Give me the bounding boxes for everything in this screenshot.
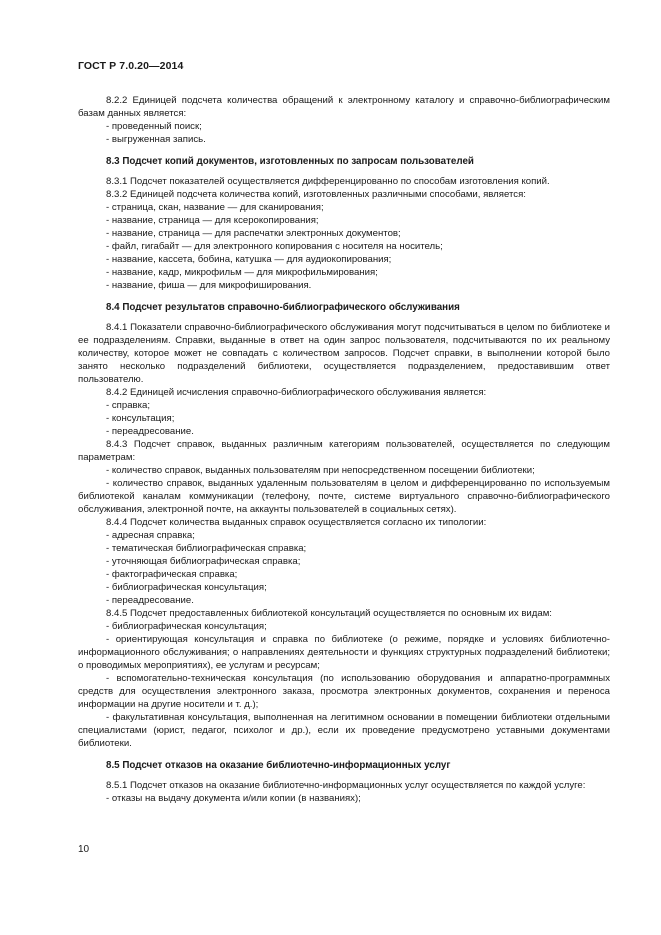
page-number: 10 — [78, 844, 90, 855]
list-item: - название, кассета, бобина, катушка — для аудиокопирования; — [106, 254, 392, 265]
paragraph-8-4-5: 8.4.5 Подсчет предоставленных библиотекой консультаций осуществляется по основным их видам: — [106, 608, 552, 619]
section-heading-8-5: 8.5 Подсчет отказов на оказание библиотечно-информационных услуг — [106, 760, 451, 771]
list-item: - фактографическая справка; — [106, 569, 238, 580]
list-item: - страница, скан, название — для сканирования; — [106, 202, 324, 213]
section-heading-8-4: 8.4 Подсчет результатов справочно-библиографического обслуживания — [106, 302, 460, 313]
list-item: - количество справок, выданных пользователям при непосредственном посещении библиотеки; — [106, 465, 535, 476]
document-header: ГОСТ Р 7.0.20—2014 — [78, 60, 184, 72]
list-item: - факультативная консультация, выполненная на легитимном основании в помещении библиотеки отдельными специалистами (юрист, педагог, психолог и др.), если их проведение предусмотрено уставными документами библиотеки. — [78, 712, 610, 749]
list-item: - справка; — [106, 400, 151, 411]
paragraph-8-4-4: 8.4.4 Подсчет количества выданных справок осуществляется согласно их типологии: — [106, 517, 487, 528]
list-item: - библиографическая консультация; — [106, 582, 267, 593]
paragraph-8-4-3: 8.4.3 Подсчет справок, выданных различным категориям пользователей, осуществляется по следующим параметрам: — [78, 439, 610, 463]
list-item: - проведенный поиск; — [106, 121, 202, 132]
section-heading-8-3: 8.3 Подсчет копий документов, изготовленных по запросам пользователей — [106, 156, 474, 167]
list-item: - ориентирующая консультация и справка по библиотеке (о режиме, порядке и условиях библиотечно-информационного обслуживания; о направлениях деятельности и функциях структурных подразделений библиотеки; о проводимых мероприятиях), ее услугам и ресурсам; — [78, 634, 610, 671]
paragraph-8-4-2: 8.4.2 Единицей исчисления справочно-библиографического обслуживания является: — [106, 387, 487, 398]
list-item: - переадресование. — [106, 426, 194, 437]
list-item: - название, страница — для распечатки электронных документов; — [106, 228, 401, 239]
paragraph-8-4-1: 8.4.1 Показатели справочно-библиографического обслуживания могут подсчитываться в целом по библиотеке и ее подразделениям. Справки, выданные в ответ на один запрос пользователя, подсчитываются по их реальному количеству, которое может не совпадать с количеством запросов. Подсчет справки, в выполнении которой было занято несколько подразделений библиотеки, осуществляется подразделением, предоставившим ответ пользователю. — [78, 322, 610, 385]
list-item: - название, страница — для ксерокопирования; — [106, 215, 319, 226]
paragraph-8-5-1: 8.5.1 Подсчет отказов на оказание библиотечно-информационных услуг осуществляется по каждой услуге: — [106, 780, 586, 791]
paragraph-8-3-2: 8.3.2 Единицей подсчета количества копий, изготовленных различными способами, является: — [106, 189, 526, 200]
list-item: - вспомогательно-техническая консультация (по использованию оборудования и аппаратно-программных средств для осуществления электронного заказа, просмотра электронных документов, сохранения и переноса информации на другие носители и т. д.); — [78, 673, 610, 710]
list-item: - название, фиша — для микрофиширования. — [106, 280, 312, 291]
list-item: - отказы на выдачу документа и/или копии (в названиях); — [106, 793, 361, 804]
list-item: - адресная справка; — [106, 530, 195, 541]
list-item: - выгруженная запись. — [106, 134, 206, 145]
list-item: - название, кадр, микрофильм — для микрофильмирования; — [106, 267, 378, 278]
list-item: - переадресование. — [106, 595, 194, 606]
list-item: - библиографическая консультация; — [106, 621, 267, 632]
list-item: - количество справок, выданных удаленным пользователям в целом и дифференцированно по используемым библиотекой каналам коммуникации (телефону, почте, системе виртуального справочно-библиографического обслуживания, электронной почте, на аккаунты пользователей в социальных сетях). — [78, 478, 610, 515]
list-item: - файл, гигабайт — для электронного копирования с носителя на носитель; — [106, 241, 443, 252]
list-item: - уточняющая библиографическая справка; — [106, 556, 301, 567]
list-item: - консультация; — [106, 413, 175, 424]
paragraph-8-3-1: 8.3.1 Подсчет показателей осуществляется дифференцированно по способам изготовления копий. — [106, 176, 550, 187]
paragraph-8-2-2: 8.2.2 Единицей подсчета количества обращений к электронному каталогу и справочно-библиографическим базам данных является: — [78, 95, 610, 119]
document-body — [78, 94, 610, 805]
list-item: - тематическая библиографическая справка; — [106, 543, 307, 554]
